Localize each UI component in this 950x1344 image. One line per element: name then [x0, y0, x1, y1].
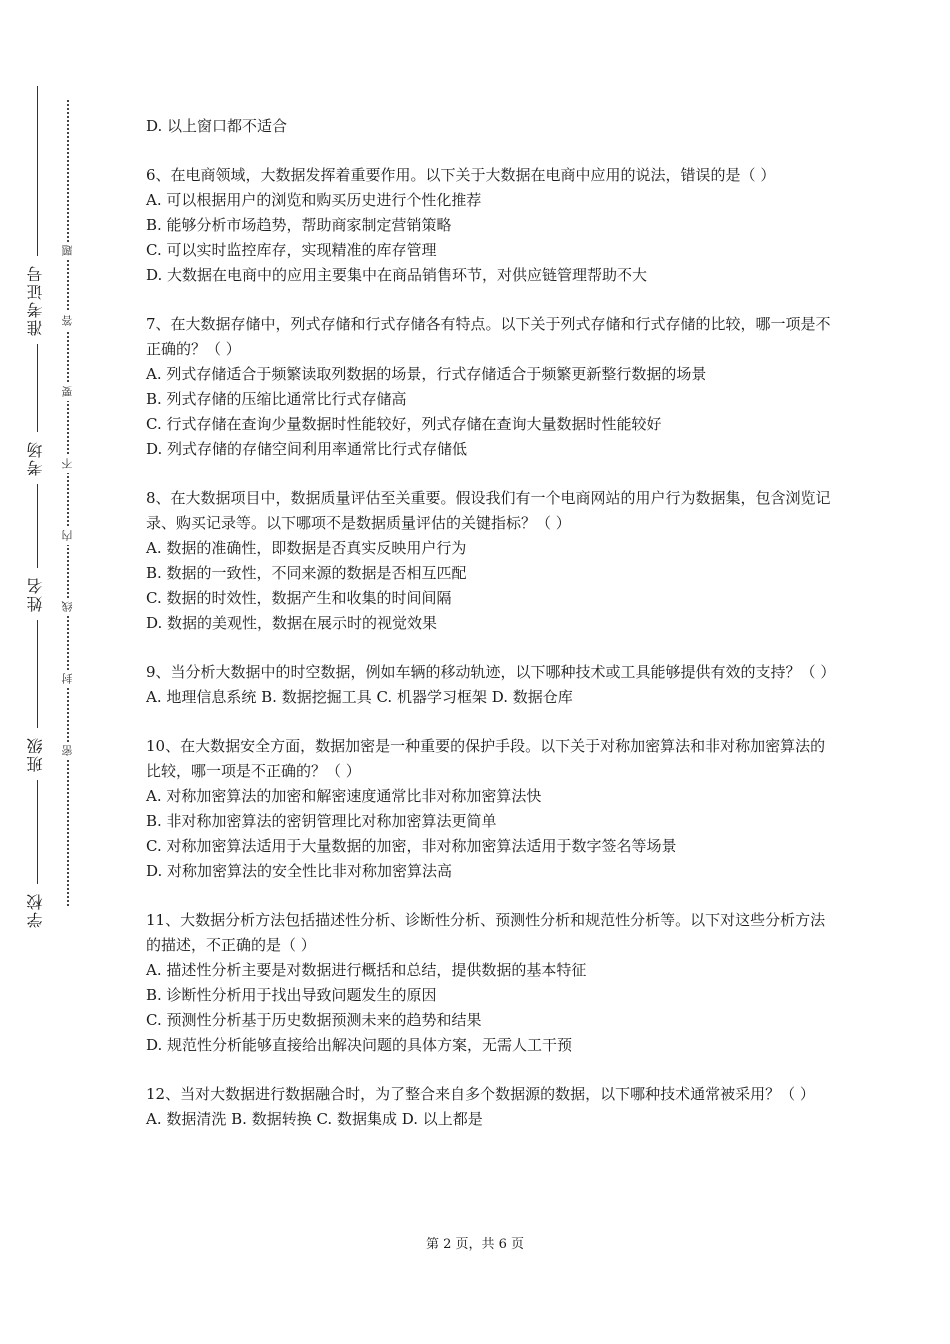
school-label: 学校 [26, 892, 45, 928]
seal-char: 线 [59, 598, 77, 616]
options-inline[interactable]: A. 数据清洗 B. 数据转换 C. 数据集成 D. 以上都是 [146, 1110, 483, 1128]
option-d[interactable]: D. 对称加密算法的安全性比非对称加密算法高 [146, 862, 453, 880]
seal-char: 要 [59, 383, 77, 401]
option-a[interactable]: A. 数据的准确性，即数据是否真实反映用户行为 [146, 539, 467, 557]
question-12 [146, 1082, 836, 1132]
question-9 [146, 660, 836, 710]
exam-id-label: 准考证号 [26, 264, 45, 336]
option-a[interactable]: A. 描述性分析主要是对数据进行概括和总结，提供数据的基本特征 [146, 961, 587, 979]
page-footer [0, 1233, 950, 1252]
seal-char: 不 [59, 455, 77, 473]
seal-char: 密 [59, 742, 77, 760]
option-c[interactable]: C. 预测性分析基于历史数据预测未来的趋势和结果 [146, 1011, 482, 1029]
binding-margin [0, 0, 110, 1344]
question-10 [146, 734, 836, 884]
option-c[interactable]: C. 数据的时效性，数据产生和收集的时间间隔 [146, 589, 452, 607]
question-text: 9、当分析大数据中的时空数据，例如车辆的移动轨迹，以下哪种技术或工具能够提供有效的支持？（ ） [146, 663, 836, 681]
option-c[interactable]: C. 可以实时监控库存，实现精准的库存管理 [146, 241, 437, 259]
option-b[interactable]: B. 非对称加密算法的密钥管理比对称加密算法更简单 [146, 812, 497, 830]
question-11 [146, 908, 836, 1058]
question-text: 10、在大数据安全方面，数据加密是一种重要的保护手段。以下关于对称加密算法和非对称加密算法的比较，哪一项是不正确的？（ ） [146, 737, 826, 780]
seal-char: 答 [59, 312, 77, 330]
name-label: 姓名 [26, 576, 45, 612]
option-b[interactable]: B. 诊断性分析用于找出导致问题发生的原因 [146, 986, 437, 1004]
option-d[interactable]: D. 数据的美观性，数据在展示时的视觉效果 [146, 614, 438, 632]
option-c[interactable]: C. 行式存储在查询少量数据时性能较好，列式存储在查询大量数据时性能较好 [146, 415, 662, 433]
question-text: 11、大数据分析方法包括描述性分析、诊断性分析、预测性分析和规范性分析等。以下对这些分析方法的描述，不正确的是（ ） [146, 911, 826, 954]
school-line[interactable] [37, 780, 38, 884]
seal-char: 封 [59, 670, 77, 688]
exam-room-label: 考场 [26, 440, 45, 476]
class-label: 班级 [26, 736, 45, 772]
previous-question-tail [146, 114, 836, 139]
option-c[interactable]: C. 对称加密算法适用于大量数据的加密，非对称加密算法适用于数字签名等场景 [146, 837, 677, 855]
question-text: 7、在大数据存储中，列式存储和行式存储各有特点。以下关于列式存储和行式存储的比较，哪一项是不正确的？（ ） [146, 315, 831, 358]
seal-char: 内 [59, 527, 77, 545]
exam-room-line[interactable] [37, 344, 38, 432]
option-d[interactable]: D. 列式存储的存储空间利用率通常比行式存储低 [146, 440, 468, 458]
name-line[interactable] [37, 484, 38, 568]
seal-char: 题 [59, 242, 77, 260]
page-number: 第 2 页，共 6 页 [425, 1237, 525, 1252]
option-a[interactable]: A. 对称加密算法的加密和解密速度通常比非对称加密算法快 [146, 787, 542, 805]
option-b[interactable]: B. 能够分析市场趋势，帮助商家制定营销策略 [146, 216, 452, 234]
options-inline[interactable]: A. 地理信息系统 B. 数据挖掘工具 C. 机器学习框架 D. 数据仓库 [146, 688, 573, 706]
exam-id-line[interactable] [37, 86, 38, 256]
option-b[interactable]: B. 列式存储的压缩比通常比行式存储高 [146, 390, 407, 408]
question-list [146, 114, 836, 1156]
question-6 [146, 163, 836, 288]
option-a[interactable]: A. 列式存储适合于频繁读取列数据的场景，行式存储适合于频繁更新整行数据的场景 [146, 365, 707, 383]
question-text: 6、在电商领域，大数据发挥着重要作用。以下关于大数据在电商中应用的说法，错误的是（ ） [146, 166, 776, 184]
option-b[interactable]: B. 数据的一致性，不同来源的数据是否相互匹配 [146, 564, 467, 582]
question-7 [146, 312, 836, 462]
question-text: 8、在大数据项目中，数据质量评估至关重要。假设我们有一个电商网站的用户行为数据集，包含浏览记录、购买记录等。以下哪项不是数据质量评估的关键指标？（ ） [146, 489, 831, 532]
question-text: 12、当对大数据进行数据融合时，为了整合来自多个数据源的数据，以下哪种技术通常被采用？（ ） [146, 1085, 815, 1103]
class-line[interactable] [37, 620, 38, 728]
option-a[interactable]: A. 可以根据用户的浏览和购买历史进行个性化推荐 [146, 191, 482, 209]
option-d[interactable]: D. 以上窗口都不适合 [146, 117, 288, 135]
option-d[interactable]: D. 大数据在电商中的应用主要集中在商品销售环节，对供应链管理帮助不大 [146, 266, 648, 284]
seal-dotted-line [67, 100, 69, 906]
question-8 [146, 486, 836, 636]
option-d[interactable]: D. 规范性分析能够直接给出解决问题的具体方案，无需人工干预 [146, 1036, 573, 1054]
